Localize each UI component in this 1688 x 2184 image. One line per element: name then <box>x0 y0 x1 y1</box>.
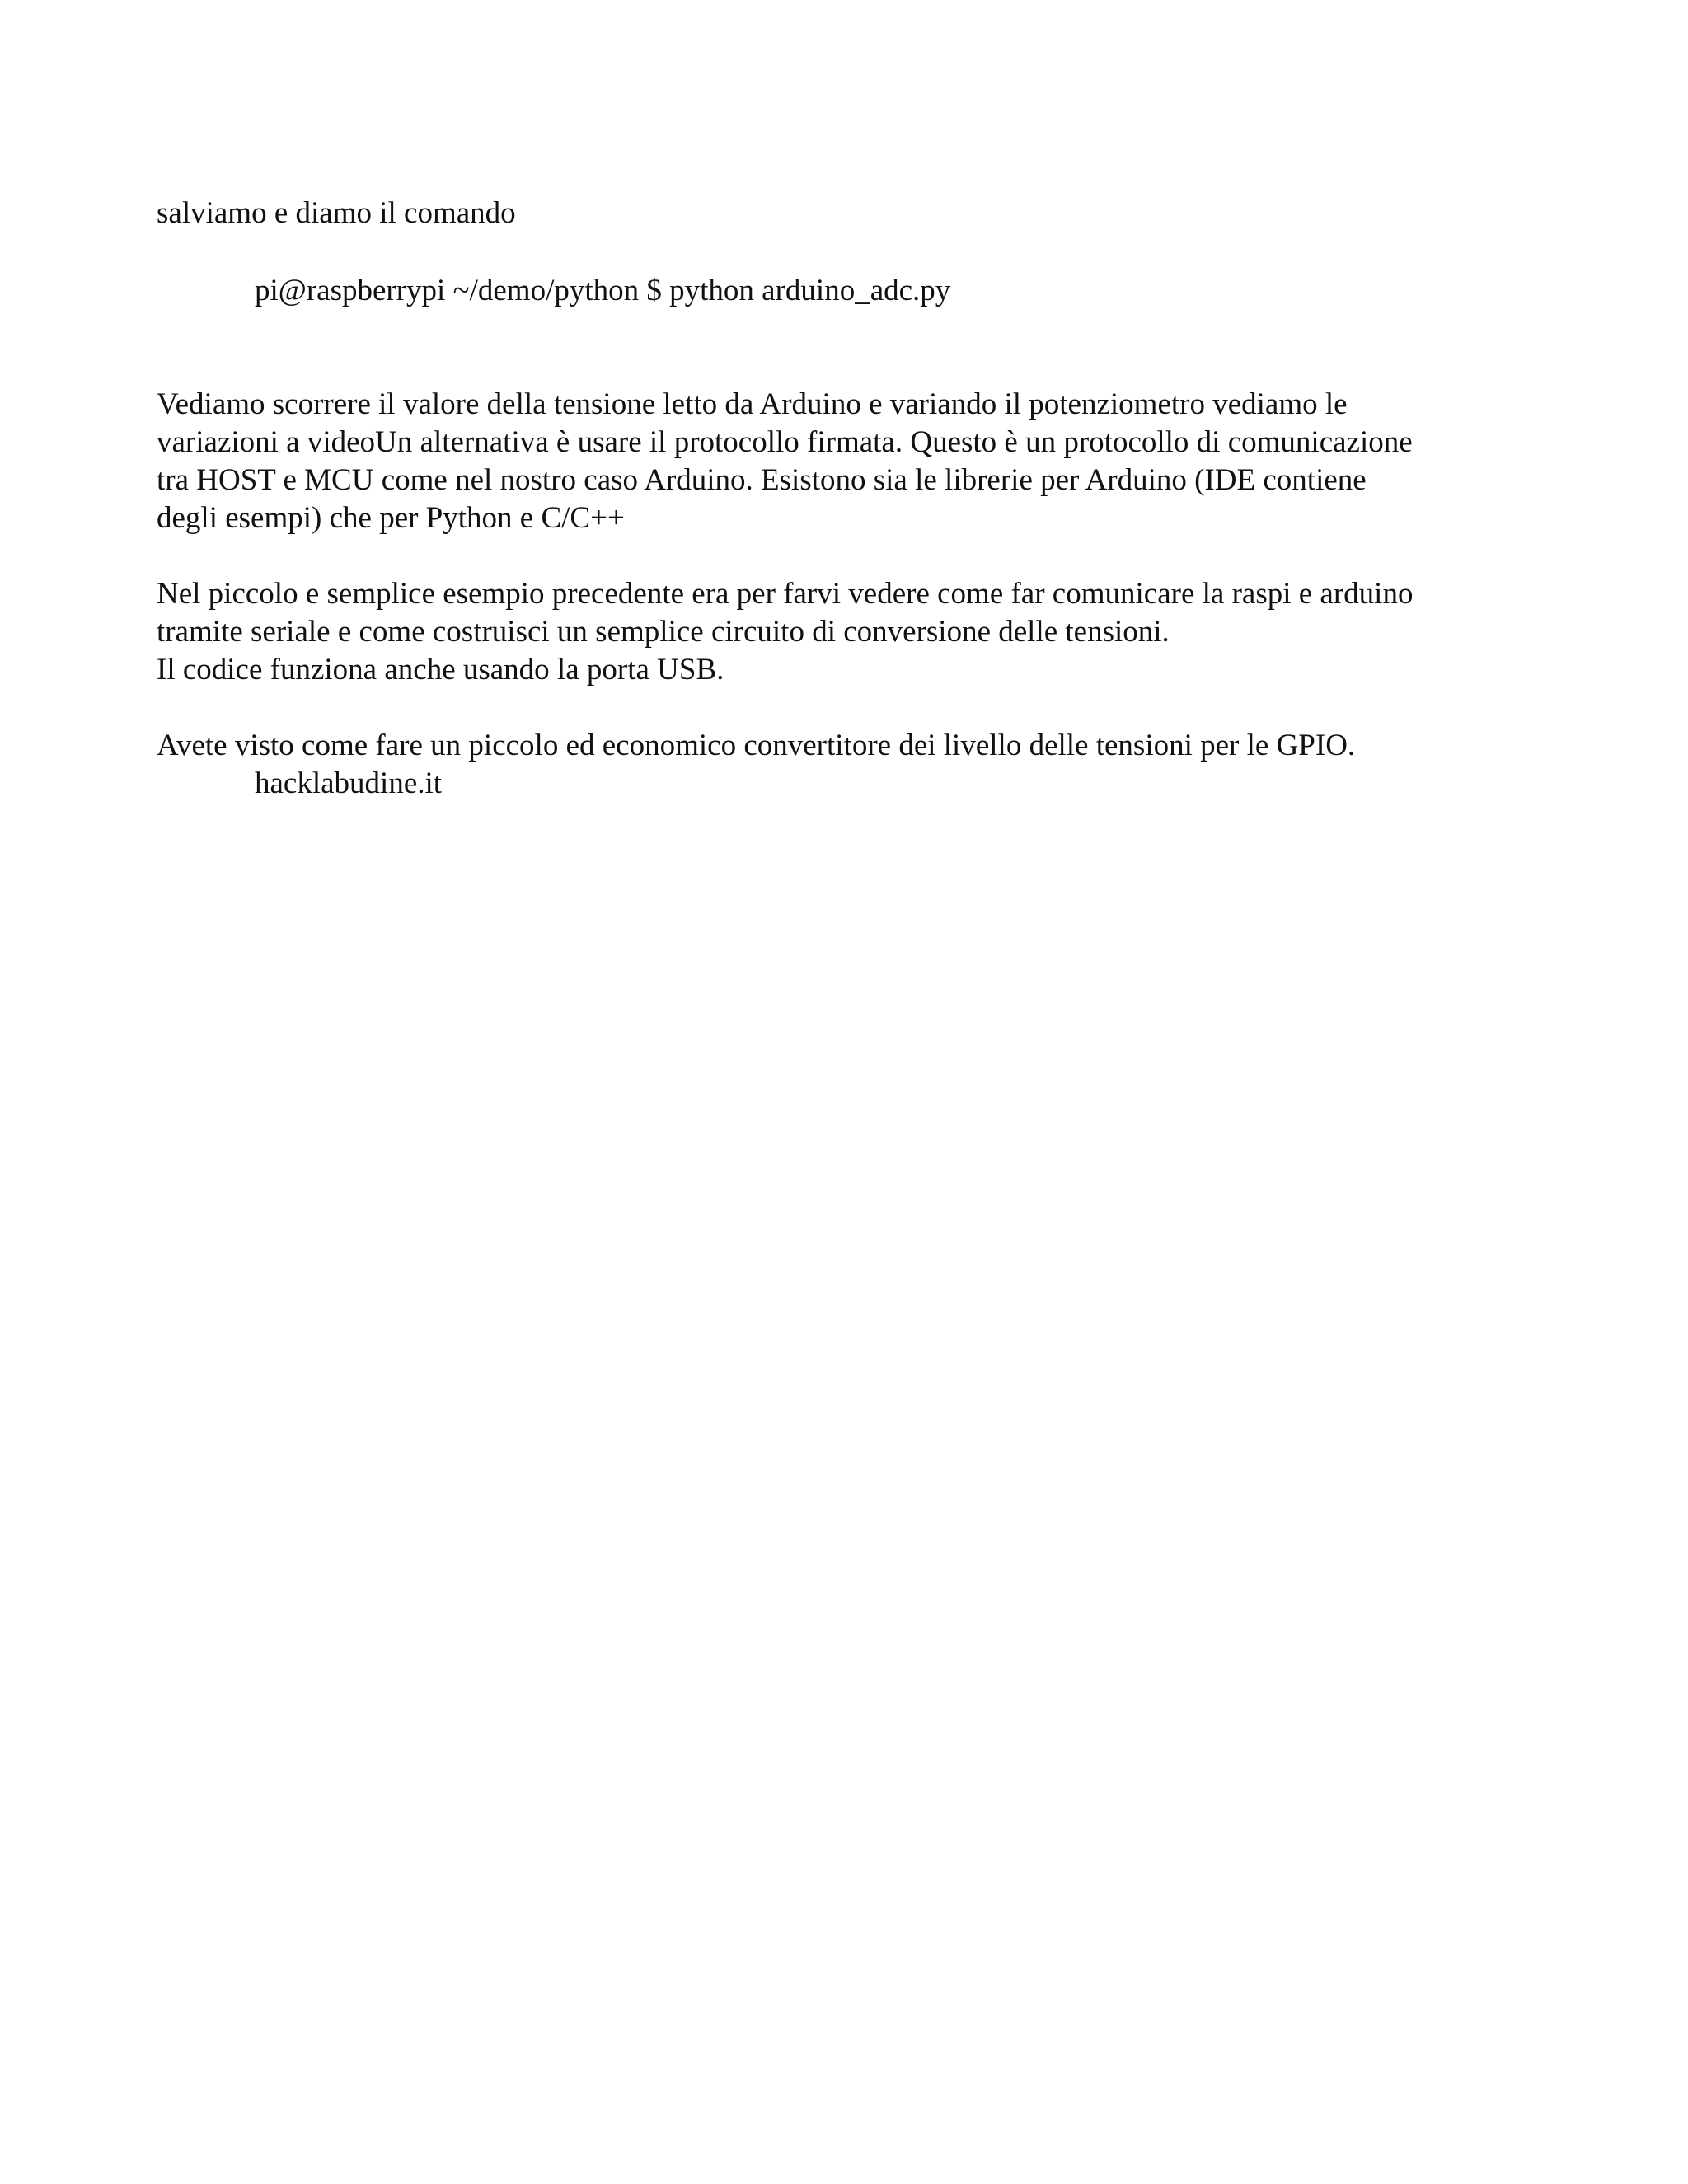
paragraph-2-line-3: Il codice funziona anche usando la porta USB. <box>157 653 724 687</box>
signature-text: hacklabudine.it <box>255 766 443 800</box>
paragraph-3: Avete visto come fare un piccolo ed economico convertitore dei livello delle tensioni per le GPIO. <box>157 729 1356 762</box>
paragraph-1-line-4: degli esempi) che per Python e C/C++ <box>157 501 625 535</box>
paragraph-1-line-2: variazioni a videoUn alternativa è usare il protocollo firmata. Questo è un protocollo di comunicazione <box>157 425 1413 459</box>
command-line: pi@raspberrypi ~/demo/python $ python arduino_adc.py <box>255 274 951 307</box>
paragraph-2-line-1: Nel piccolo e semplice esempio precedente era per farvi vedere come far comunicare la raspi e arduino <box>157 577 1414 611</box>
paragraph-2-line-2: tramite seriale e come costruisci un semplice circuito di conversione delle tensioni. <box>157 615 1170 649</box>
paragraph-1-line-3: tra HOST e MCU come nel nostro caso Arduino. Esistono sia le librerie per Arduino (IDE contiene <box>157 463 1367 497</box>
paragraph-1-line-1: Vediamo scorrere il valore della tensione letto da Arduino e variando il potenziometro vediamo le <box>157 387 1348 421</box>
intro-text: salviamo e diamo il comando <box>157 196 516 230</box>
